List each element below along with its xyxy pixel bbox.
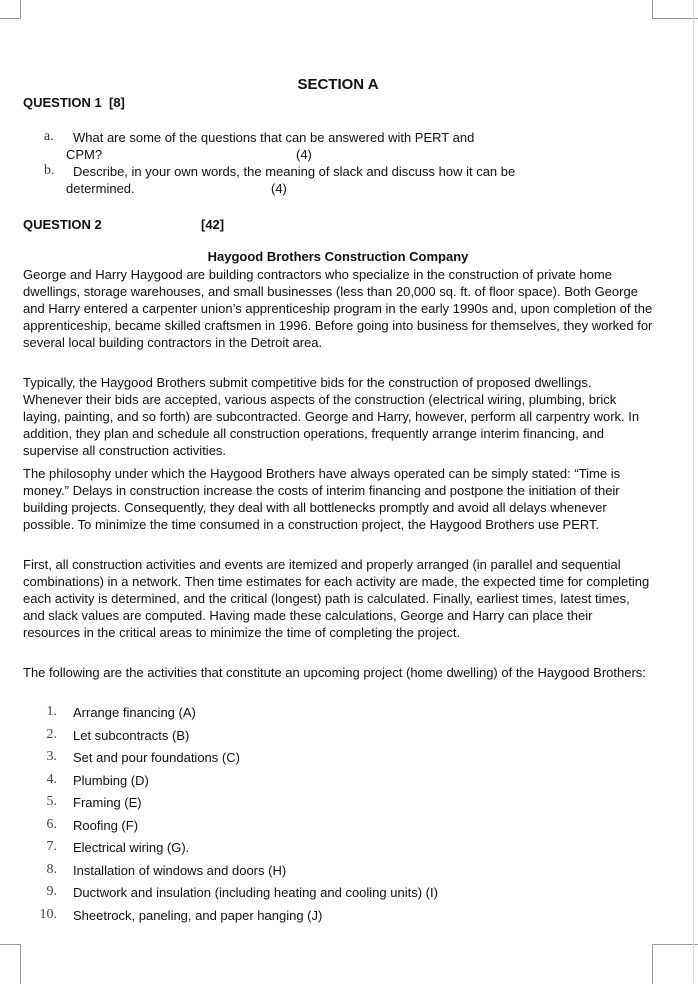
q1-item-a-line1: What are some of the questions that can be answered with PERT and — [73, 130, 475, 145]
q1-item-b-line2: determined. — [66, 181, 135, 196]
list-item-number: 8. — [46, 862, 57, 877]
paragraph-3: The philosophy under which the Haygood Brothers have always operated can be simply stated: “Time is money.” Delays in construction increase the costs of interim financing and postpone the initiation of their building projects. Consequently, they deal with all bottlenecks promptly and avoid all delays whenever possible. To minimize the time consumed in a construction project, the Haygood Brothers use PERT. — [23, 466, 621, 532]
list-item-text: Ductwork and insulation (including heating and cooling units) (I) — [73, 885, 438, 900]
list-item-number: 5. — [46, 794, 57, 809]
question-2-label: QUESTION 2 — [23, 217, 102, 232]
question-1-heading — [23, 95, 125, 110]
q1-item-a-letter: a. — [44, 129, 54, 144]
list-item-number: 1. — [46, 704, 57, 719]
q1-item-a-line2: CPM? — [66, 147, 103, 162]
list-item-text: Sheetrock, paneling, and paper hanging (J) — [73, 908, 323, 923]
question-2-marks: [42] — [201, 217, 225, 232]
list-item-number: 10. — [39, 907, 57, 922]
crop-mark-top-left — [0, 0, 21, 19]
paragraph-1: George and Harry Haygood are building contractors who specialize in the construction of private home dwellings, storage warehouses, and small businesses (less than 20,000 sq. ft. of floor space). Both George and Harry entered a carpenter union’s apprenticeship program in the early 1990s and, upon completion of the apprenticeship, became skilled craftsmen in 1996. Before going into business for themselves, they worked for several local building contractors in the Detroit area. — [23, 267, 653, 350]
list-item-text: Roofing (F) — [73, 818, 139, 833]
list-item-text: Let subcontracts (B) — [73, 728, 190, 743]
q1-item-b-marks: (4) — [271, 181, 287, 196]
list-item-text: Electrical wiring (G). — [73, 840, 190, 855]
list-item-text: Set and pour foundations (C) — [73, 750, 240, 765]
list-item-number: 3. — [46, 749, 57, 764]
q1-item-a-marks: (4) — [296, 147, 312, 162]
list-item-number: 9. — [46, 884, 57, 899]
paragraph-2: Typically, the Haygood Brothers submit competitive bids for the construction of proposed dwellings. Whenever their bids are accepted, various aspects of the construction (electrical wiring, plumbing, brick laying, painting, and so forth) are subcontracted. George and Harry, however, perform all carpentry work. In addition, they plan and schedule all construction operations, frequently arrange interim financing, and supervise all construction activities. — [23, 375, 640, 458]
list-item-text: Framing (E) — [73, 795, 142, 810]
list-item-number: 4. — [46, 772, 57, 787]
list-item-number: 6. — [46, 817, 57, 832]
crop-mark-bottom-left — [0, 944, 21, 984]
q1-item-b-line1: Describe, in your own words, the meaning of slack and discuss how it can be — [73, 164, 516, 179]
crop-mark-top-right — [652, 0, 698, 19]
list-item-number: 7. — [46, 839, 57, 854]
crop-mark-bottom-right — [652, 944, 698, 984]
q1-item-b-letter: b. — [44, 163, 55, 178]
section-title: SECTION A — [297, 76, 379, 93]
list-item-text: Arrange financing (A) — [73, 705, 196, 720]
question-1-label: QUESTION 1 — [23, 95, 102, 110]
list-item-text: Plumbing (D) — [73, 773, 149, 788]
case-title: Haygood Brothers Construction Company — [207, 249, 469, 264]
paragraph-4: First, all construction activities and events are itemized and properly arranged (in parallel and sequential combinations) in a network. Then time estimates for each activity are made, the expected time for completing each activity is determined, and the critical (longest) path is calculated. Finally, earliest times, latest times, and slack values are computed. Having made these calculations, George and Harry can place their resources in the critical areas to minimize the time of completing the project. — [23, 557, 650, 640]
list-item-text: Installation of windows and doors (H) — [73, 863, 287, 878]
paragraph-5: The following are the activities that constitute an upcoming project (home dwelling) of the Haygood Brothers: — [23, 665, 646, 680]
list-item-number: 2. — [46, 727, 57, 742]
question-1-marks: [8] — [108, 95, 125, 110]
page-edge-line — [693, 0, 694, 983]
